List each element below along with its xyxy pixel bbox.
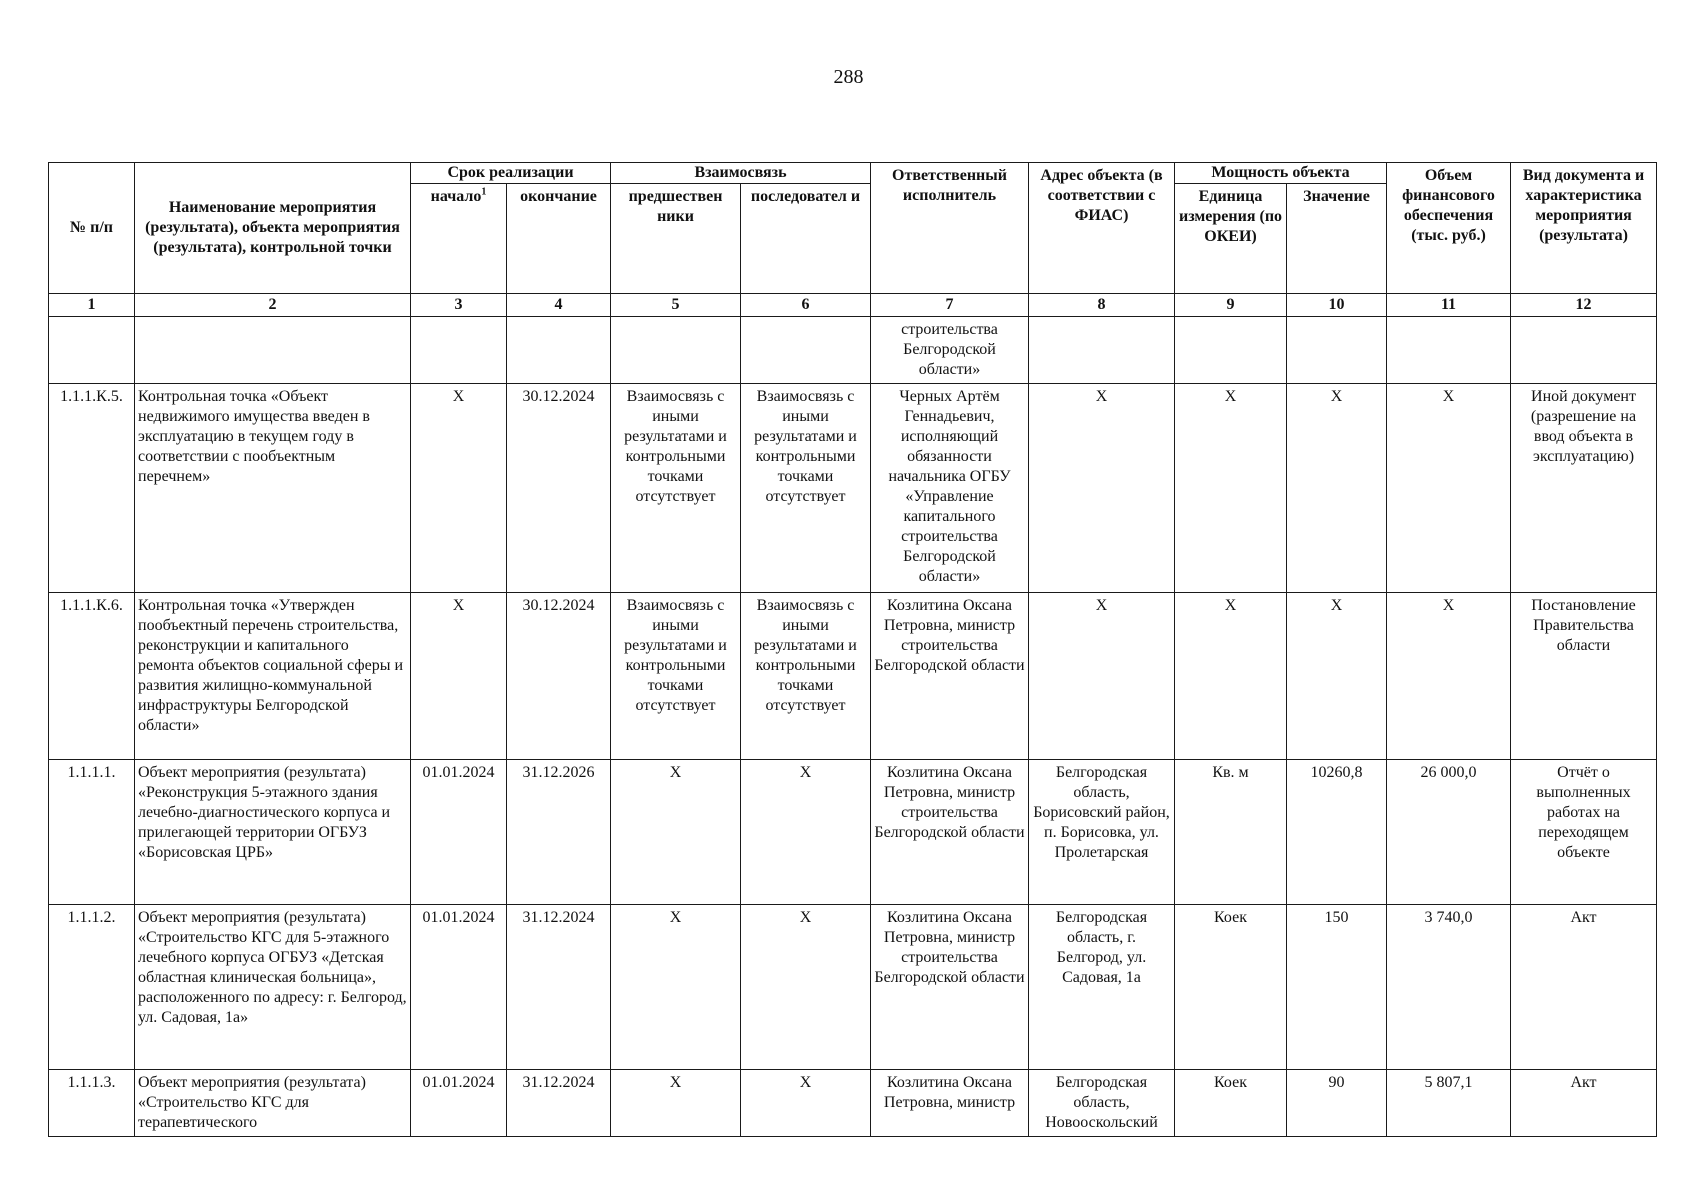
cell-doc: Постановление Правительства области bbox=[1511, 593, 1657, 760]
cell-end: 31.12.2024 bbox=[507, 1070, 611, 1137]
cell-doc: Отчёт о выполненных работах на переходящем объекте bbox=[1511, 760, 1657, 905]
table-row bbox=[49, 1070, 1657, 1137]
cell-doc bbox=[1511, 317, 1657, 384]
cell-doc: Иной документ (разрешение на ввод объекта в эксплуатацию) bbox=[1511, 384, 1657, 593]
cell-address: Х bbox=[1029, 384, 1175, 593]
header-responsible: Ответственный исполнитель bbox=[871, 163, 1029, 294]
cell-next bbox=[741, 317, 871, 384]
cell-responsible: Козлитина Оксана Петровна, министр строительства Белгородской области bbox=[871, 593, 1029, 760]
cell-value: 90 bbox=[1287, 1070, 1387, 1137]
table-header bbox=[49, 163, 1657, 317]
cell-name: Объект мероприятия (результата) «Реконструкция 5-этажного здания лечебно-диагностического корпуса и прилегающей территории ОГБУЗ «Борисовская ЦРБ» bbox=[135, 760, 411, 905]
cell-unit: Коек bbox=[1175, 1070, 1287, 1137]
header-link-group: Взаимосвязь bbox=[611, 163, 871, 184]
table-row bbox=[49, 317, 1657, 384]
column-number: 6 bbox=[741, 294, 871, 317]
header-term-end: окончание bbox=[507, 184, 611, 294]
cell-address: Х bbox=[1029, 593, 1175, 760]
column-number: 2 bbox=[135, 294, 411, 317]
cell-doc: Акт bbox=[1511, 1070, 1657, 1137]
column-number: 12 bbox=[1511, 294, 1657, 317]
cell-end: 31.12.2024 bbox=[507, 905, 611, 1070]
cell-responsible: Козлитина Оксана Петровна, министр строительства Белгородской области bbox=[871, 905, 1029, 1070]
cell-finance: 26 000,0 bbox=[1387, 760, 1511, 905]
cell-next: Х bbox=[741, 905, 871, 1070]
cell-unit: Коек bbox=[1175, 905, 1287, 1070]
cell-start bbox=[411, 317, 507, 384]
cell-address: Белгородская область, г. Белгород, ул. Садовая, 1а bbox=[1029, 905, 1175, 1070]
column-number: 8 bbox=[1029, 294, 1175, 317]
cell-end bbox=[507, 317, 611, 384]
cell-start: Х bbox=[411, 384, 507, 593]
cell-address: Белгородская область, Новооскольский bbox=[1029, 1070, 1175, 1137]
plan-table bbox=[48, 162, 1657, 1137]
column-number: 5 bbox=[611, 294, 741, 317]
cell-finance: Х bbox=[1387, 593, 1511, 760]
column-number: 7 bbox=[871, 294, 1029, 317]
cell-id bbox=[49, 317, 135, 384]
cell-value: Х bbox=[1287, 384, 1387, 593]
table-body bbox=[49, 317, 1657, 1137]
cell-address: Белгородская область, Борисовский район, п. Борисовка, ул. Пролетарская bbox=[1029, 760, 1175, 905]
header-term-start: начало$^1$ bbox=[411, 184, 507, 294]
cell-responsible: Козлитина Оксана Петровна, министр строительства Белгородской области bbox=[871, 760, 1029, 905]
table-row bbox=[49, 905, 1657, 1070]
table-row bbox=[49, 760, 1657, 905]
cell-value: 10260,8 bbox=[1287, 760, 1387, 905]
column-number: 11 bbox=[1387, 294, 1511, 317]
cell-prev bbox=[611, 317, 741, 384]
column-number: 4 bbox=[507, 294, 611, 317]
cell-name: Контрольная точка «Утвержден пообъектный перечень строительства, реконструкции и капитального ремонта объектов социальной сферы и развития жилищно-коммунальной инфраструктуры Белгородской области» bbox=[135, 593, 411, 760]
cell-name: Контрольная точка «Объект недвижимого имущества введен в эксплуатацию в текущем году в соответствии с пообъектным перечнем» bbox=[135, 384, 411, 593]
header-num: № п/п bbox=[49, 163, 135, 294]
cell-next: Взаимосвязь с иными результатами и контрольными точками отсутствует bbox=[741, 593, 871, 760]
cell-prev: Взаимосвязь с иными результатами и контрольными точками отсутствует bbox=[611, 384, 741, 593]
column-number: 9 bbox=[1175, 294, 1287, 317]
cell-start: 01.01.2024 bbox=[411, 760, 507, 905]
cell-end: 30.12.2024 bbox=[507, 384, 611, 593]
cell-responsible: Черных Артём Геннадьевич, исполняющий обязанности начальника ОГБУ «Управление капитального строительства Белгородской области» bbox=[871, 384, 1029, 593]
table-row bbox=[49, 593, 1657, 760]
cell-id: 1.1.1.К.5. bbox=[49, 384, 135, 593]
cell-unit: Х bbox=[1175, 593, 1287, 760]
cell-value: Х bbox=[1287, 593, 1387, 760]
cell-doc: Акт bbox=[1511, 905, 1657, 1070]
column-number: 10 bbox=[1287, 294, 1387, 317]
column-number: 1 bbox=[49, 294, 135, 317]
cell-id: 1.1.1.2. bbox=[49, 905, 135, 1070]
page-number: 288 bbox=[833, 66, 864, 88]
cell-unit: Х bbox=[1175, 384, 1287, 593]
header-capacity-group: Мощность объекта bbox=[1175, 163, 1387, 184]
cell-responsible: Козлитина Оксана Петровна, министр bbox=[871, 1070, 1029, 1137]
header-finance: Объем финансового обеспечения (тыс. руб.) bbox=[1387, 163, 1511, 294]
header-doc: Вид документа и характеристика мероприятия (результата) bbox=[1511, 163, 1657, 294]
column-number: 3 bbox=[411, 294, 507, 317]
cell-prev: Х bbox=[611, 1070, 741, 1137]
header-unit: Единица измерения (по ОКЕИ) bbox=[1175, 184, 1287, 294]
cell-prev: Х bbox=[611, 905, 741, 1070]
cell-id: 1.1.1.1. bbox=[49, 760, 135, 905]
cell-unit: Кв. м bbox=[1175, 760, 1287, 905]
cell-name: Объект мероприятия (результата) «Строительство КГС для терапевтического bbox=[135, 1070, 411, 1137]
cell-prev: Х bbox=[611, 760, 741, 905]
cell-finance: Х bbox=[1387, 384, 1511, 593]
cell-responsible: строительства Белгородской области» bbox=[871, 317, 1029, 384]
cell-finance bbox=[1387, 317, 1511, 384]
cell-value: 150 bbox=[1287, 905, 1387, 1070]
cell-next: Взаимосвязь с иными результатами и контрольными точками отсутствует bbox=[741, 384, 871, 593]
cell-value bbox=[1287, 317, 1387, 384]
cell-id: 1.1.1.3. bbox=[49, 1070, 135, 1137]
header-address: Адрес объекта (в соответствии с ФИАС) bbox=[1029, 163, 1175, 294]
cell-start: Х bbox=[411, 593, 507, 760]
cell-name: Объект мероприятия (результата) «Строительство КГС для 5-этажного лечебного корпуса ОГБУЗ «Детская областная клиническая больница», расположенного по адресу: г. Белгород, ул. Садовая, 1а» bbox=[135, 905, 411, 1070]
cell-name bbox=[135, 317, 411, 384]
cell-next: Х bbox=[741, 1070, 871, 1137]
cell-end: 31.12.2026 bbox=[507, 760, 611, 905]
cell-finance: 3 740,0 bbox=[1387, 905, 1511, 1070]
cell-end: 30.12.2024 bbox=[507, 593, 611, 760]
cell-next: Х bbox=[741, 760, 871, 905]
header-link-next: последовател и bbox=[741, 184, 871, 294]
header-value: Значение bbox=[1287, 184, 1387, 294]
cell-prev: Взаимосвязь с иными результатами и контрольными точками отсутствует bbox=[611, 593, 741, 760]
cell-finance: 5 807,1 bbox=[1387, 1070, 1511, 1137]
header-term-group: Срок реализации bbox=[411, 163, 611, 184]
cell-address bbox=[1029, 317, 1175, 384]
cell-start: 01.01.2024 bbox=[411, 905, 507, 1070]
cell-start: 01.01.2024 bbox=[411, 1070, 507, 1137]
cell-unit bbox=[1175, 317, 1287, 384]
header-link-prev: предшествен ники bbox=[611, 184, 741, 294]
table-row bbox=[49, 384, 1657, 593]
header-name: Наименование мероприятия (результата), объекта мероприятия (результата), контрольной точки bbox=[135, 163, 411, 294]
cell-id: 1.1.1.К.6. bbox=[49, 593, 135, 760]
column-number-row bbox=[49, 294, 1657, 317]
